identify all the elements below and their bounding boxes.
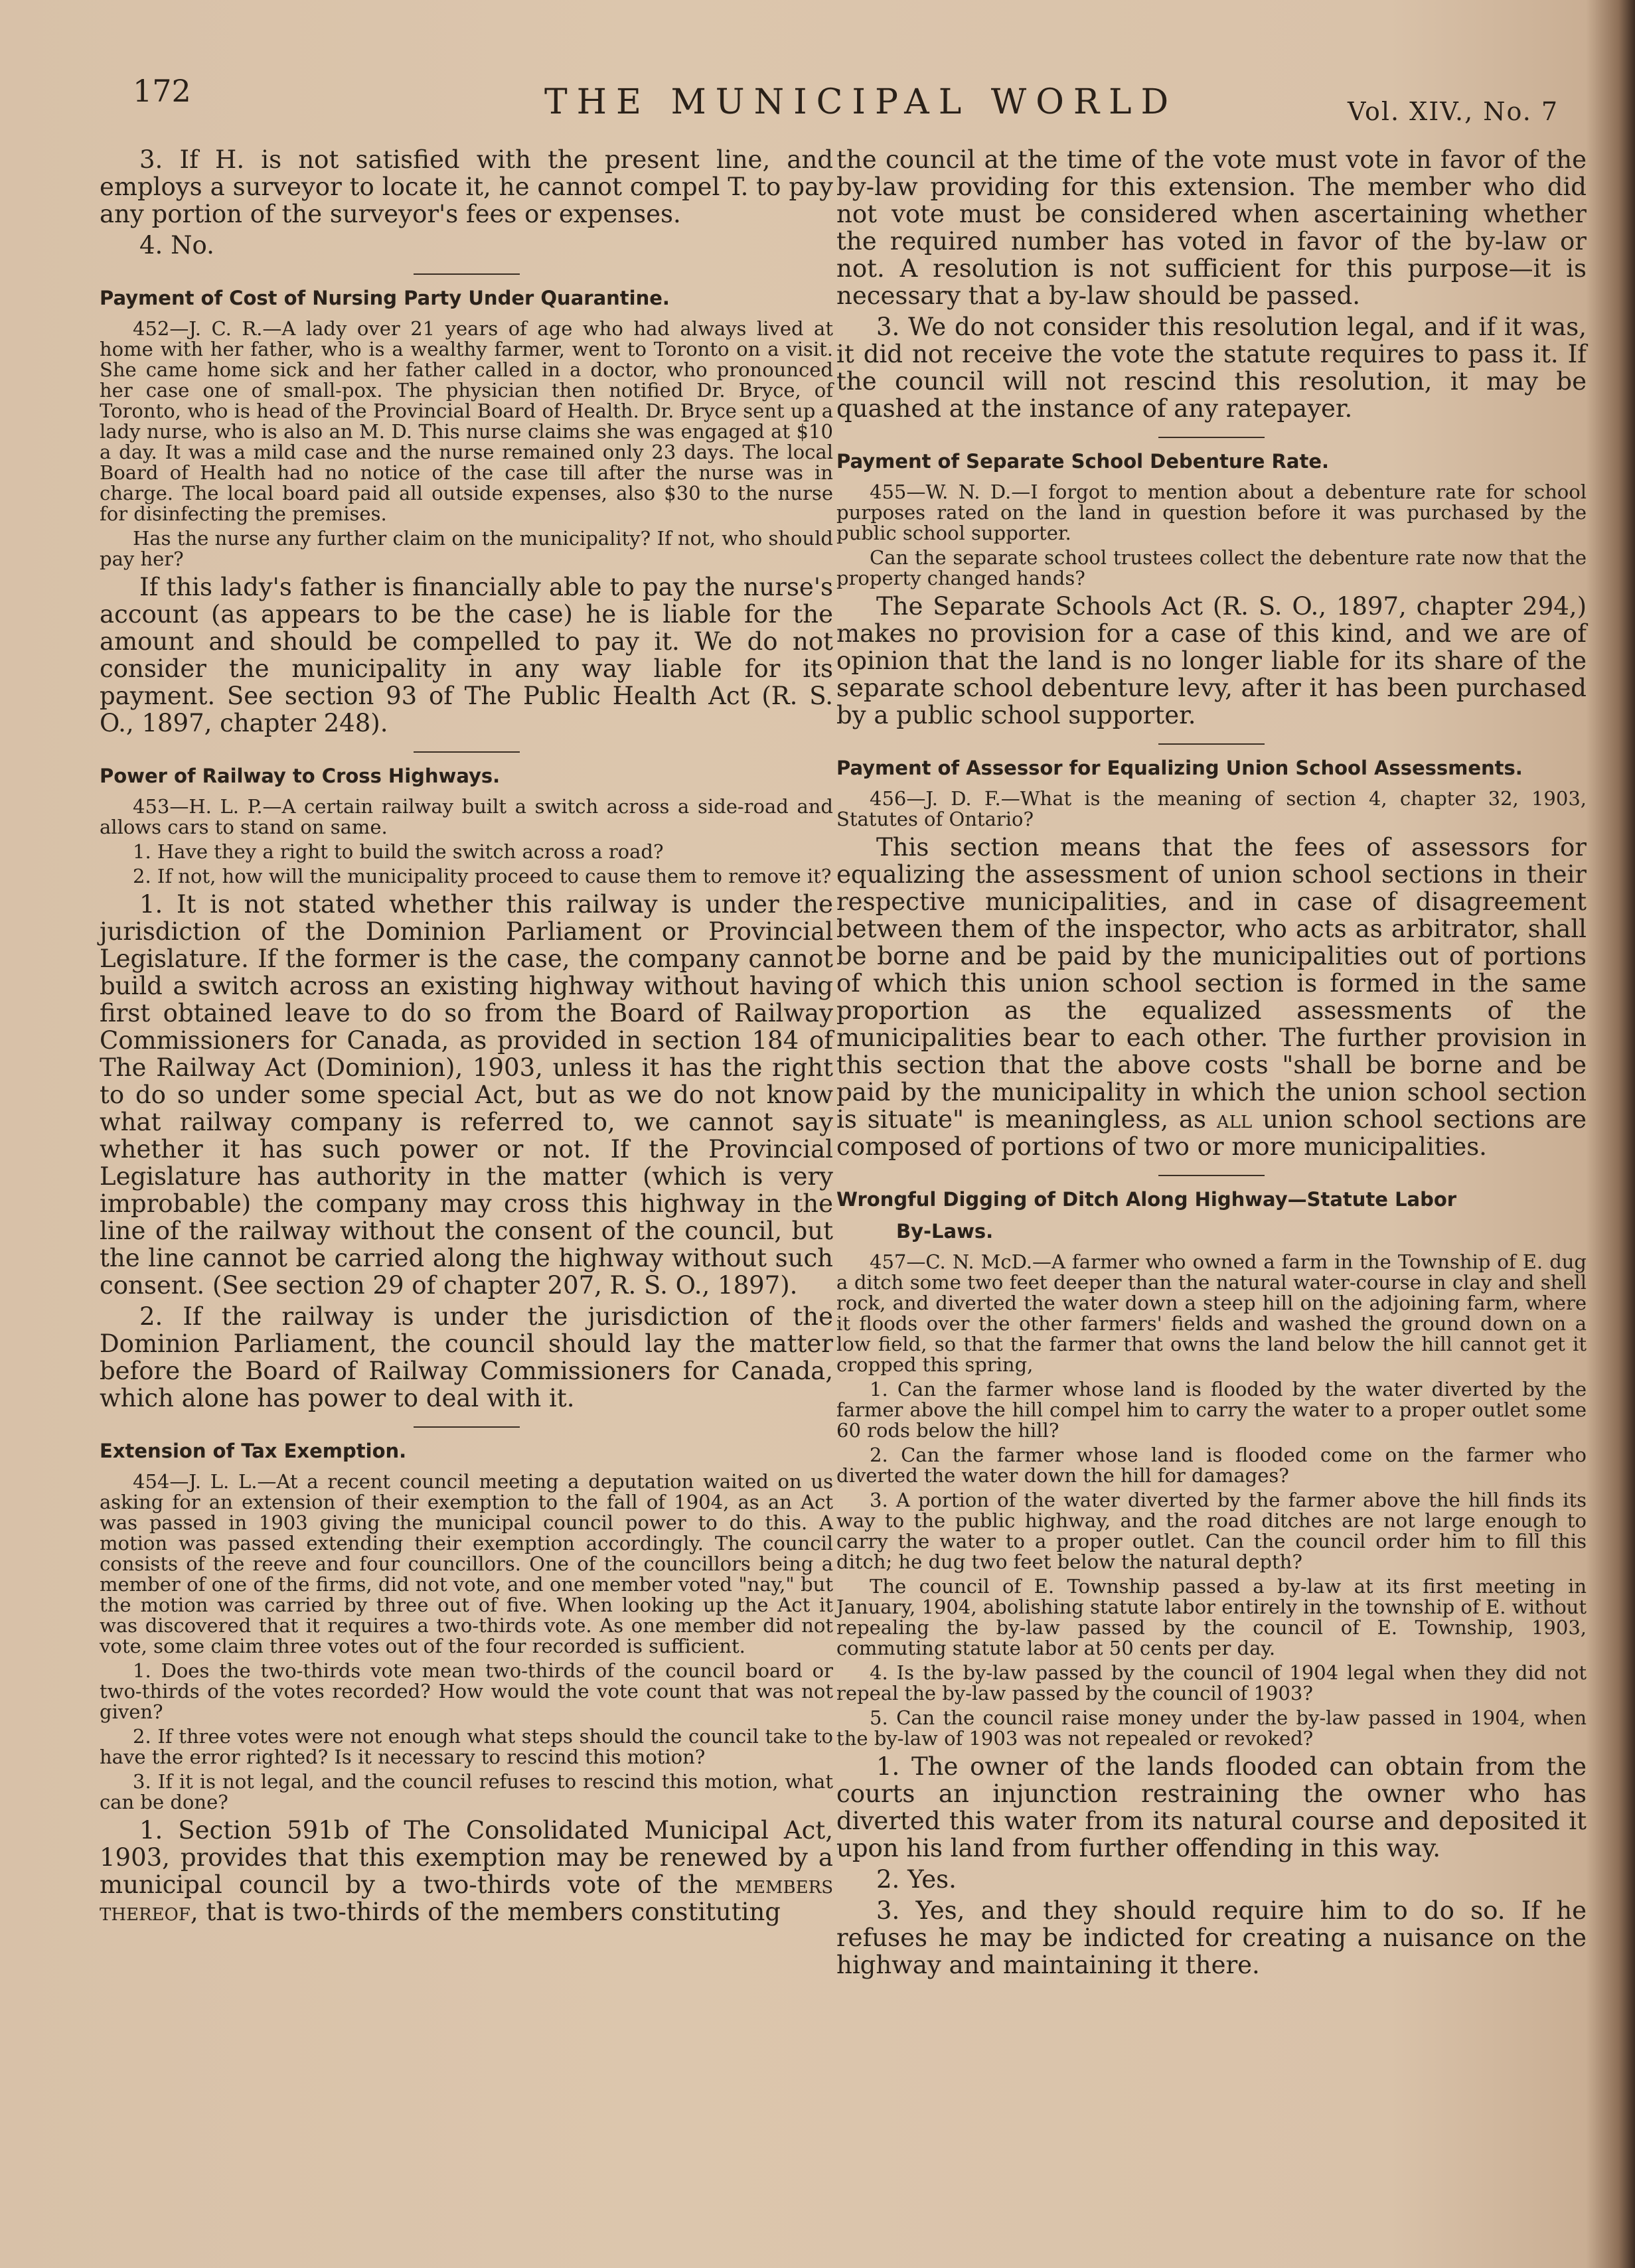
question-text: 1. Does the two-thirds vote mean two-thirds of the council board or two-thirds of the votes recorded? How would the vote count that was not given? [100, 1659, 833, 1723]
right-column [836, 146, 1587, 1983]
answer-text: union school sections are composed of portions of two or more municipalities. [836, 1105, 1587, 1161]
answer-text: 1. Section 591b of The Consolidated Municipal Act, 1903, provides that this exemption may be renewed by a municipal council by a two-thirds vote of the [100, 1816, 833, 1899]
section-heading: Power of Railway to Cross Highways. [100, 765, 501, 787]
question-text: 453—H. L. P.—A certain railway built a switch across a side-road and allows cars to stand on same. [100, 795, 833, 838]
answer-text: , that is two-thirds of the members constituting [190, 1898, 781, 1926]
answer-emphasis: members thereof [100, 1870, 834, 1926]
question-text: 3. A portion of the water diverted by the farmer above the hill finds its way to the public highway, and the road ditches are not large enough to carry the water to a proper outlet. Can the council order him to fill this ditch; he dug two feet below the natural depth? [836, 1489, 1587, 1573]
section-heading: Payment of Assessor for Equalizing Union School Assessments. [836, 757, 1523, 779]
question-text: 2. Can the farmer whose land is flooded come on the farmer who diverted the water down the hill for damages? [836, 1444, 1587, 1487]
section-heading-continued: By-Laws. [896, 1220, 994, 1243]
answer-paragraph [836, 834, 1587, 1160]
journal-title: THE MUNICIPAL WORLD [544, 82, 1178, 122]
section-divider [414, 751, 520, 753]
answer-paragraph [100, 1817, 833, 1926]
answer-paragraph: 3. We do not consider this resolution legal, and if it was, it did not receive the vote the statute requires to pass it. If the council will not rescind this resolution, it may be quashed at the instance of any ratepayer. [836, 313, 1587, 423]
question-text: 456—J. D. F.—What is the meaning of section 4, chapter 32, 1903, Statutes of Ontario? [836, 787, 1587, 830]
answer-emphasis: all [1216, 1105, 1253, 1134]
section-heading: Extension of Tax Exemption. [100, 1440, 407, 1462]
section-divider [1158, 1175, 1265, 1176]
section-divider [414, 1426, 520, 1428]
question-text: Can the separate school trustees collect the debenture rate now that the property changed hands? [836, 546, 1587, 589]
answer-text: This section means that the fees of assessors for equalizing the assessment of union school sections in their respective municipalities, and in case of disagreement between them of the inspector, who acts as arbitrator, shall be borne and be paid by the municipalities out of portions of which this union school section is formed in the same proportion as the equalized assessments of the municipalities bear to each other. The further provision in this section that the above costs "shall be borne and be paid by the municipality in which the union school section is situate" is meaningless, as [836, 833, 1587, 1134]
answer-paragraph: 4. No. [139, 231, 214, 260]
page-number: 172 [133, 73, 191, 109]
section-divider [1158, 437, 1265, 438]
answer-paragraph: 3. Yes, and they should require him to do so. If he refuses he may be indicted for creating a nuisance on the highway and maintaining it there. [836, 1896, 1587, 1979]
question-text: 2. If not, how will the municipality proceed to cause them to remove it? [133, 865, 832, 887]
question-text: 5. Can the council raise money under the by-law passed in 1904, when the by-law of 1903 was not repealed or revoked? [836, 1706, 1587, 1750]
answer-paragraph: 3. If H. is not satisfied with the present line, and employs a surveyor to locate it, he cannot compel T. to pay any portion of the surveyor's fees or expenses. [100, 145, 833, 228]
question-text: 2. If three votes were not enough what steps should the council take to have the error righted? Is it necessary to rescind this motion? [100, 1725, 833, 1768]
section-heading: Payment of Separate School Debenture Rate. [836, 450, 1330, 473]
running-header [93, 73, 1587, 133]
question-text: 455—W. N. D.—I forgot to mention about a debenture rate for school purposes rated on the land in question before it was purchased by the public school supporter. [836, 481, 1587, 544]
answer-paragraph: If this lady's father is financially able to pay the nurse's account (as appears to be the case) he is liable for the amount and should be compelled to pay it. We do not consider the municipality in any way liable for its payment. See section 93 of The Public Health Act (R. S. O., 1897, chapter 248). [100, 573, 833, 737]
question-text: Has the nurse any further claim on the municipality? If not, who should pay her? [100, 527, 833, 570]
section-heading: Payment of Cost of Nursing Party Under Quarantine. [100, 287, 670, 309]
answer-paragraph: the council at the time of the vote must vote in favor of the by-law providing for this extension. The member who did not vote must be considered when ascertaining whether the required number has voted in favor of the by-law or not. A resolution is not sufficient for this purpose—it is necessary that a by-law should be passed. [836, 145, 1587, 310]
answer-paragraph: 2. If the railway is under the jurisdiction of the Dominion Parliament, the council should lay the matter before the Board of Railway Commissioners for Canada, which alone has power to deal with it. [100, 1302, 833, 1412]
volume-number: Vol. XIV., No. 7 [1348, 97, 1559, 126]
section-divider [414, 273, 520, 275]
section-heading: Wrongful Digging of Ditch Along Highway—Statute Labor [836, 1188, 1457, 1211]
question-text: 4. Is the by-law passed by the council of 1904 legal when they did not repeal the by-law passed by the council of 1903? [836, 1661, 1587, 1704]
question-text: 452—J. C. R.—A lady over 21 years of age who had always lived at home with her father, who is a wealthy farmer, went to Toronto on a visit. She came home sick and her father called in a doctor, who pronounced her case one of small-pox. The physician then notified Dr. Bryce, of Toronto, who is head of the Provincial Board of Health. Dr. Bryce sent up a lady nurse, who is also an M. D. This nurse claims she was engaged at $10 a day. It was a mild case and the nurse remained only 23 days. The local Board of Health had no notice of the case till after the nurse was in charge. The local board paid all outside expenses, also $30 to the nurse for disinfecting the premises. [100, 317, 833, 525]
question-text: 3. If it is not legal, and the council refuses to rescind this motion, what can be done? [100, 1770, 833, 1813]
section-divider [1158, 743, 1265, 745]
question-text: 1. Can the farmer whose land is flooded by the water diverted by the farmer above the hill compel him to carry the water to a proper outlet some 60 rods below the hill? [836, 1378, 1587, 1442]
question-text: 1. Have they a right to build the switch across a road? [133, 840, 664, 863]
question-text: 454—J. L. L.—At a recent council meeting a deputation waited on us asking for an extension of their exemption to the fall of 1904, as an Act was passed in 1903 giving the municipal council power to do this. A motion was passed extending their exemption accordingly. The council consists of the reeve and four councillors. One of the councillors being a member of one of the firms, did not vote, and one member voted "nay," but the motion was carried by three out of five. When looking up the Act it was discovered that it requires a two-thirds vote. As one member did not vote, some claim three votes out of the four recorded is sufficient. [100, 1470, 833, 1657]
left-column [100, 146, 833, 1929]
answer-paragraph: 2. Yes. [876, 1865, 957, 1894]
question-text: 457—C. N. McD.—A farmer who owned a farm in the Township of E. dug a ditch some two feet deeper than the natural water-course in clay and shell rock, and diverted the water down a steep hill on the adjoining farm, where it floods over the other farmers' fields and washed the ground down on a low field, so that the farmer that owns the land below the hill cannot get it cropped this spring, [836, 1250, 1587, 1376]
question-text: The council of E. Township passed a by-law at its first meeting in January, 1904, abolishing statute labor entirely in the township of E. without repealing the by-law passed by the council of E. Township, 1903, commuting statute labor at 50 cents per day. [836, 1575, 1587, 1659]
answer-paragraph: The Separate Schools Act (R. S. O., 1897, chapter 294,) makes no provision for a case of this kind, and we are of opinion that the land is no longer liable for its share of the separate school debenture levy, after it has been purchased by a public school supporter. [836, 592, 1587, 729]
answer-paragraph: 1. It is not stated whether this railway is under the jurisdiction of the Dominion Parliament or Provincial Legislature. If the former is the case, the company cannot build a switch across an existing highway without having first obtained leave to do so from the Board of Railway Commissioners for Canada, as provided in section 184 of The Railway Act (Dominion), 1903, unless it has the right to do so under some special Act, but as we do not know what railway company is referred to, we cannot say whether it has such power or not. If the Provincial Legislature has authority in the matter (which is very improbable) the company may cross this highway in the line of the railway without the consent of the council, but the line cannot be carried along the highway without such consent. (See section 29 of chapter 207, R. S. O., 1897). [100, 890, 833, 1300]
answer-paragraph: 1. The owner of the lands flooded can obtain from the courts an injunction restraining the owner who has diverted this water from its natural course and deposited it upon his land from further offending in this way. [836, 1752, 1587, 1862]
